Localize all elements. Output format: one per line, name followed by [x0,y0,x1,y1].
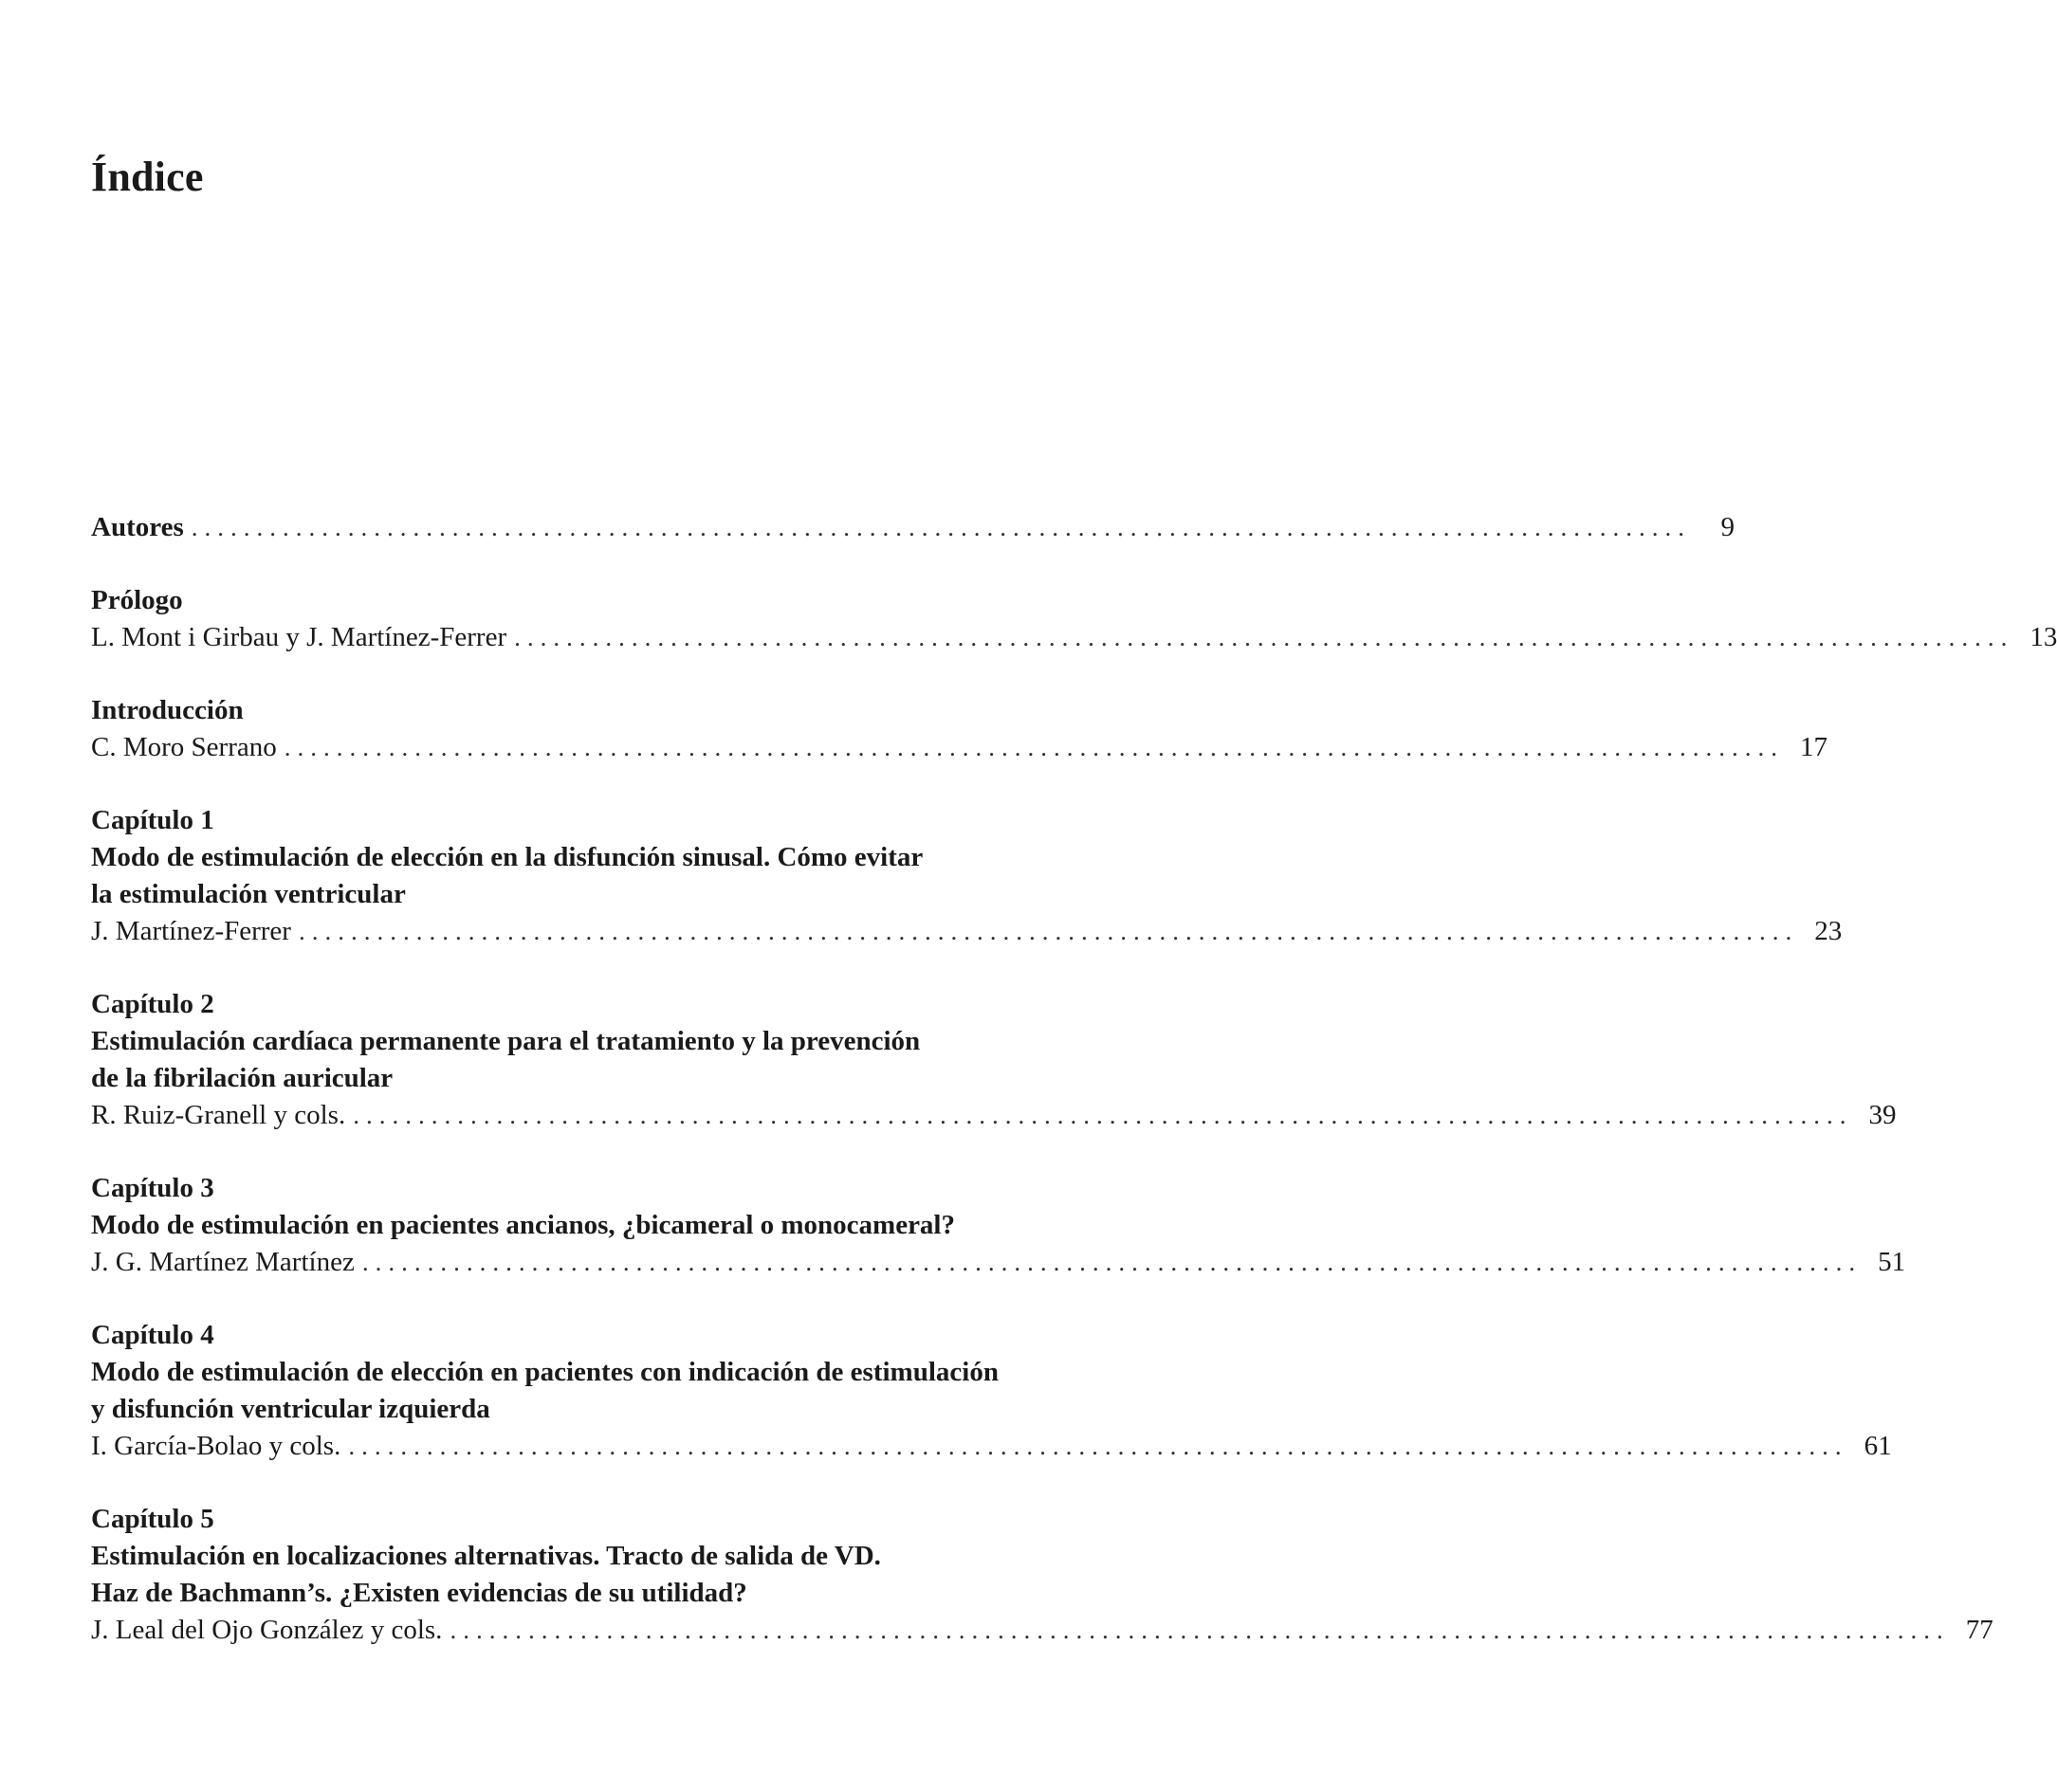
toc-heading: Introducción [91,695,244,725]
toc-entry-autores [91,509,1735,546]
toc-author: R. Ruiz-Granell y cols. [91,1100,346,1130]
toc-author: J. G. Martínez Martínez [91,1247,355,1277]
toc-author: L. Mont i Girbau y J. Martínez-Ferrer [91,622,507,652]
chapter-title-line: Modo de estimulación en pacientes ancianos, ¿bicameral o monocameral? [91,1210,955,1240]
dot-leader: ................................................................................................................... [514,623,2014,651]
toc-leader-row[interactable] [91,619,2057,656]
dot-leader: ................................................................................................................... [284,733,1784,761]
toc-heading: Capítulo 5 [91,1504,214,1534]
page-number: 13 [2029,622,2057,652]
chapter-title-line: Modo de estimulación de elección en la disfunción sinusal. Cómo evitar [91,842,924,872]
toc-leader-row[interactable] [91,1244,1906,1281]
toc-heading: Capítulo 3 [91,1173,214,1203]
page-number: 77 [1965,1615,1993,1645]
toc-entry-capitulo-5 [91,1501,1993,1649]
dot-leader: ................................................................................................................... [353,1101,1853,1129]
toc-leader-row[interactable] [91,1612,1993,1649]
toc-entry-capitulo-4 [91,1317,1892,1465]
toc-author: C. Moro Serrano [91,732,277,762]
chapter-title-line: de la fibrilación auricular [91,1063,394,1093]
toc-heading: Capítulo 2 [91,989,214,1019]
table-of-contents [91,509,2057,1685]
toc-leader-row[interactable] [91,1097,1897,1134]
dot-leader: ................................................................................................................... [450,1616,1950,1644]
toc-entry-capitulo-2 [91,986,1897,1134]
dot-leader: ................................................................................................................... [191,513,1691,541]
page-title: Índice [91,154,204,200]
chapter-title-line: Estimulación cardíaca permanente para el tratamiento y la prevención [91,1026,921,1056]
toc-entry-introduccion [91,692,1827,766]
dot-leader: ................................................................................................................... [361,1248,1863,1276]
page-number: 23 [1814,916,1843,946]
toc-heading: Autores [91,512,184,542]
dot-leader: ................................................................................................................... [348,1432,1848,1460]
chapter-title-line: Modo de estimulación de elección en pacientes con indicación de estimulación [91,1357,999,1387]
chapter-title-line: la estimulación ventricular [91,879,406,909]
page-number: 17 [1799,732,1827,762]
toc-entry-prologo [91,582,2057,656]
toc-leader-row[interactable] [91,1428,1892,1465]
page-number: 39 [1868,1100,1897,1130]
chapter-title-line: y disfunción ventricular izquierda [91,1394,490,1424]
toc-entry-capitulo-1 [91,802,1843,950]
toc-leader-row[interactable] [91,509,1735,546]
toc-entry-capitulo-3 [91,1170,1906,1281]
toc-author: J. Leal del Ojo González y cols. [91,1615,443,1645]
chapter-title-line: Haz de Bachmann’s. ¿Existen evidencias de su utilidad? [91,1578,747,1608]
page-number: 9 [1720,512,1735,542]
chapter-title-line: Estimulación en localizaciones alternativas. Tracto de salida de VD. [91,1541,881,1571]
dot-leader: ................................................................................................................... [298,917,1799,945]
page-number: 61 [1864,1431,1892,1461]
toc-heading: Capítulo 1 [91,805,214,835]
toc-leader-row[interactable] [91,729,1827,766]
toc-heading: Prólogo [91,585,183,615]
page-number: 51 [1878,1247,1906,1277]
toc-leader-row[interactable] [91,913,1843,950]
toc-heading: Capítulo 4 [91,1320,214,1350]
toc-author: I. García-Bolao y cols. [91,1431,341,1461]
toc-author: J. Martínez-Ferrer [91,916,291,946]
